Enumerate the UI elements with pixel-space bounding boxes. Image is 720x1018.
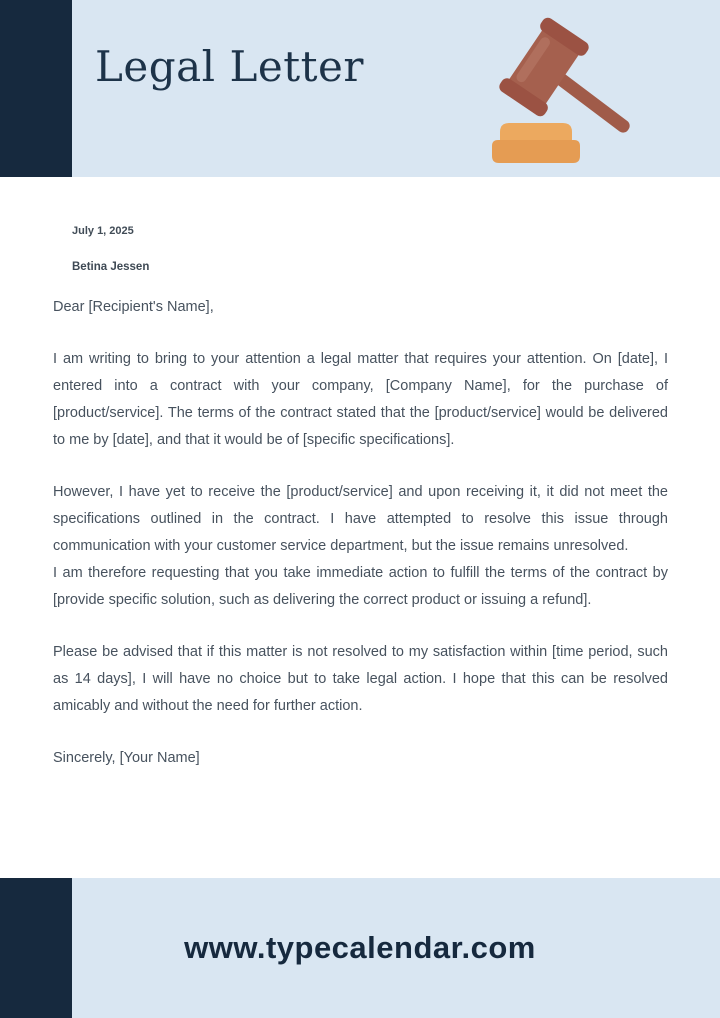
paragraph-warning: Please be advised that if this matter is not resolved to my satisfaction within [time period, such as 14 days], I will have no choice but to take legal action. I hope that this can be resolved amicably and without the need for further action.	[53, 644, 668, 714]
gavel-icon	[478, 10, 668, 173]
paragraph-intro: I am writing to bring to your attention a legal matter that requires your attention. On [date], I entered into a contract with your company, [Company Name], for the purchase of [product/service]. The terms of the contract stated that the [product/service] would be delivered to me by [date], and that it would be of [specific specifications].	[53, 351, 668, 448]
footer	[0, 878, 720, 1018]
header-accent-bar	[0, 0, 72, 177]
closing-signature: Sincerely, [Your Name]	[53, 750, 200, 766]
sender-name: Betina Jessen	[72, 261, 150, 273]
page-title: Legal Letter	[95, 42, 364, 91]
salutation: Dear [Recipient's Name],	[53, 299, 214, 315]
website-url: www.typecalendar.com	[184, 930, 536, 965]
letter-body	[0, 177, 720, 878]
paragraph-request: I am therefore requesting that you take immediate action to fulfill the terms of the contract by [provide specific solution, such as delivering the correct product or issuing a refund].	[53, 565, 668, 608]
paragraph-complaint-group	[53, 479, 668, 614]
letterhead	[0, 0, 720, 177]
paragraph-complaint: However, I have yet to receive the [product/service] and upon receiving it, it did not meet the specifications outlined in the contract. I have attempted to resolve this issue through communication with your customer service department, but the issue remains unresolved.	[53, 484, 668, 554]
gavel-base	[492, 123, 580, 163]
letter-date: July 1, 2025	[72, 225, 134, 237]
